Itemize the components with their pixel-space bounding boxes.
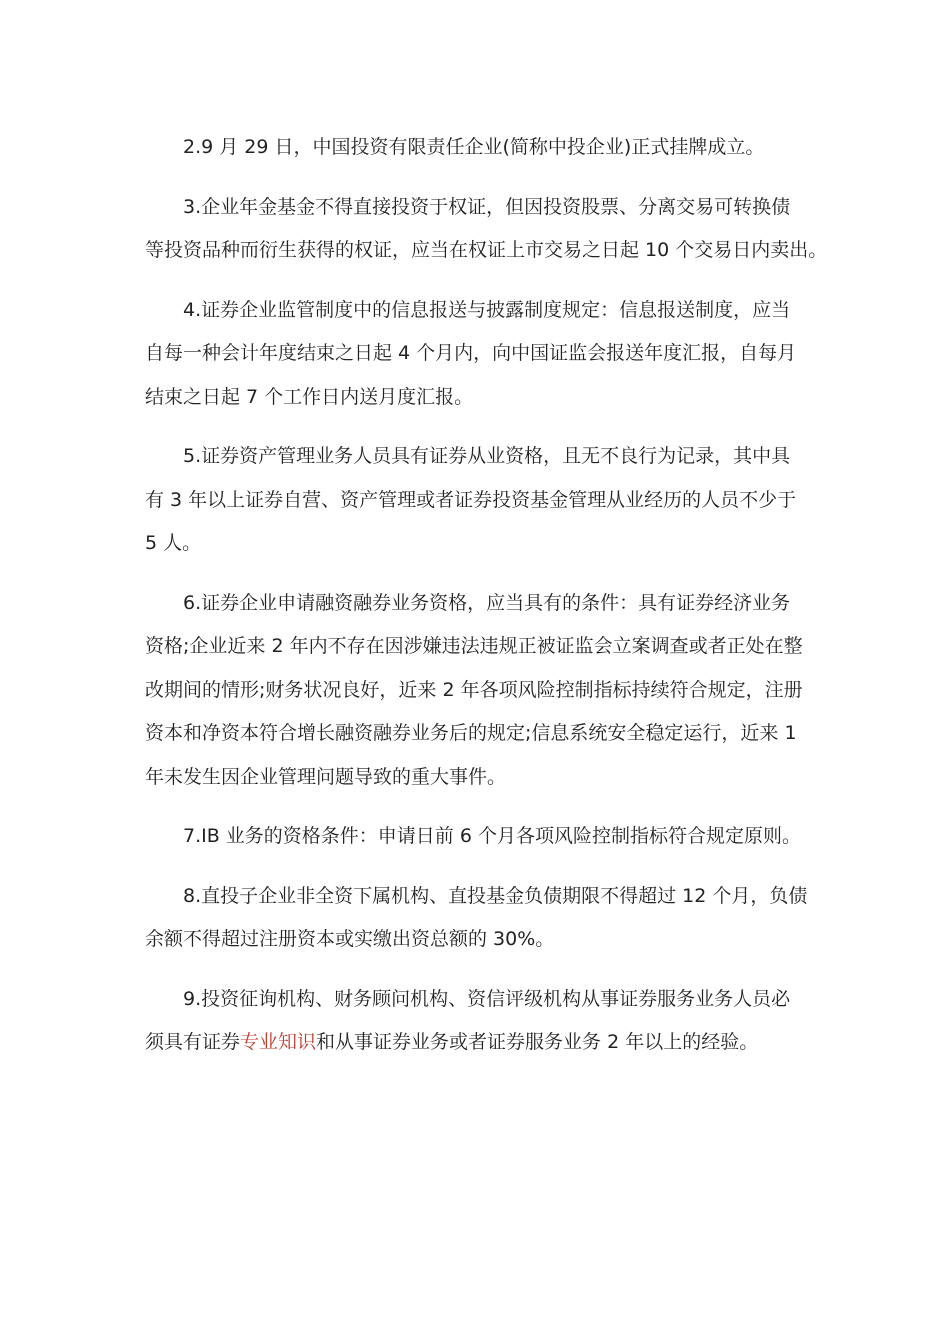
paragraph-6 <box>145 582 810 800</box>
text-line: 7.IB 业务的资格条件：申请日前 6 个月各项风险控制指标符合规定原则。 <box>183 825 801 847</box>
professional-knowledge-link[interactable]: 专业知识 <box>240 1031 317 1053</box>
paragraph-9 <box>145 978 810 1065</box>
text-segment: 和从事证券业务或者证券服务业务 2 年以上的经验。 <box>316 1031 759 1053</box>
paragraph-5 <box>145 435 810 566</box>
text-line: 自每一种会计年度结束之日起 4 个月内，向中国证监会报送年度汇报，自每月 <box>145 342 797 364</box>
text-line: 年未发生因企业管理问题导致的重大事件。 <box>145 765 507 788</box>
paragraph-4 <box>145 289 810 420</box>
text-line: 改期间的情形;财务状况良好，近来 2 年各项风险控制指标持续符合规定，注册 <box>145 678 803 701</box>
paragraph-7 <box>145 815 810 859</box>
text-segment: 须具有证券 <box>145 1031 241 1053</box>
text-line <box>107 1021 810 1065</box>
text-line: 2.9 月 29 日，中国投资有限责任企业(简称中投企业)正式挂牌成立。 <box>183 136 765 158</box>
paragraph-8 <box>145 875 810 962</box>
text-line: 5.证券资产管理业务人员具有证券从业资格，且无不良行为记录，其中具 <box>183 445 791 467</box>
text-line: 8.直投子企业非全资下属机构、直投基金负债期限不得超过 12 个月，负债 <box>183 884 808 907</box>
text-line: 6.证券企业申请融资融券业务资格，应当具有的条件：具有证券经济业务 <box>183 591 791 614</box>
paragraph-2 <box>145 126 810 170</box>
text-line: 5 人。 <box>145 532 202 554</box>
paragraph-3 <box>145 186 828 273</box>
text-line: 4.证券企业监管制度中的信息报送与披露制度规定：信息报送制度，应当 <box>183 298 791 321</box>
text-line: 9.投资征询机构、财务顾问机构、资信评级机构从事证券服务业务人员必 <box>183 987 791 1010</box>
text-line: 资本和净资本符合增长融资融券业务后的规定;信息系统安全稳定运行，近来 1 <box>145 722 797 744</box>
text-line: 余额不得超过注册资本或实缴出资总额的 30%。 <box>145 928 555 950</box>
text-line: 资格;企业近来 2 年内不存在因涉嫌违法违规正被证监会立案调查或者正处在整 <box>145 635 803 657</box>
text-line: 有 3 年以上证券自营、资产管理或者证券投资基金管理从业经历的人员不少于 <box>145 488 797 511</box>
text-line: 3.企业年金基金不得直接投资于权证，但因投资股票、分离交易可转换债 <box>183 195 791 218</box>
text-line: 等投资品种而衍生获得的权证，应当在权证上市交易之日起 10 个交易日内卖出。 <box>145 239 828 261</box>
document-body <box>145 126 828 1065</box>
text-line: 结束之日起 7 个工作日内送月度汇报。 <box>145 385 474 408</box>
